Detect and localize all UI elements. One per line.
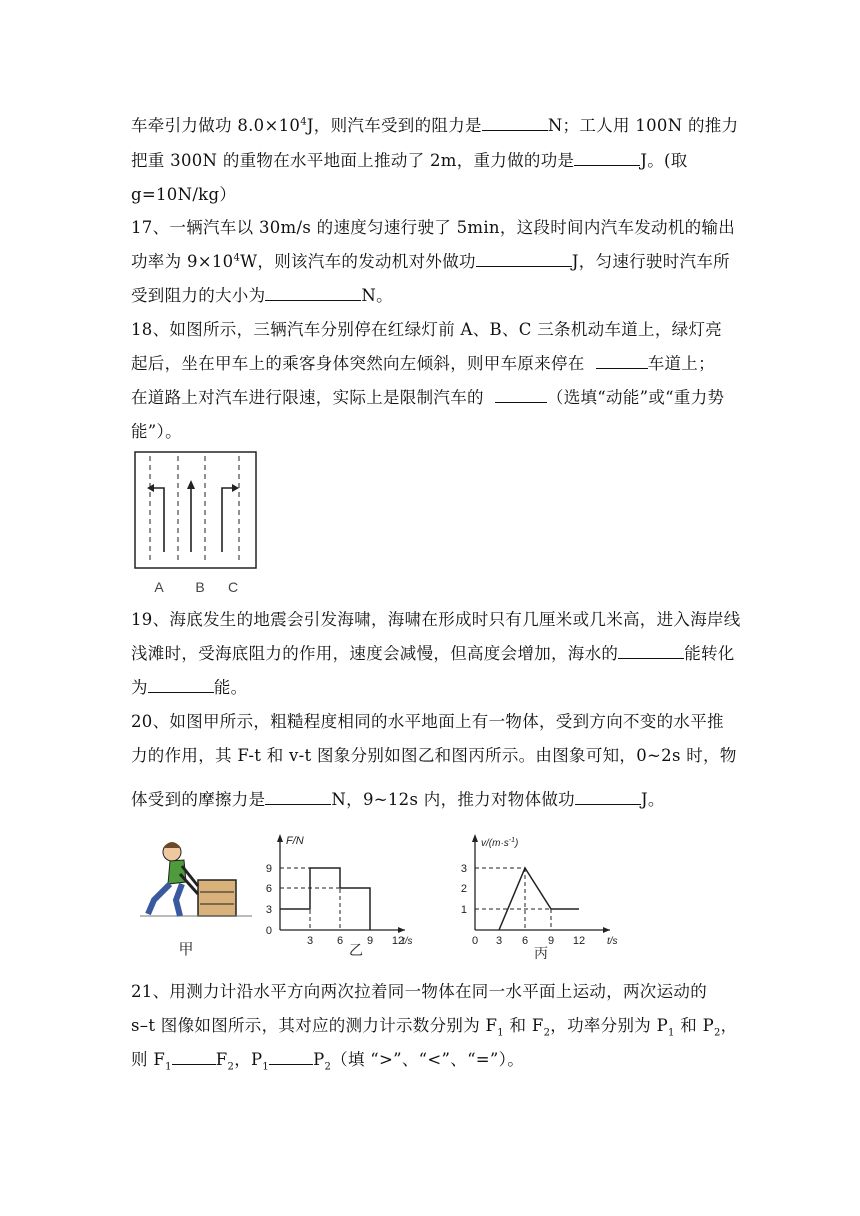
q18-text: 起后，坐在甲车上的乘客身体突然向左倾斜，则甲车原来停在 <box>131 354 585 373</box>
x-tick: 6 <box>521 935 529 947</box>
lane-label-a: A <box>154 579 164 595</box>
q16-text: 把重 300N 的重物在水平地面上推动了 2m，重力做的功是 <box>131 151 575 170</box>
x-axis-label: t/s <box>607 936 618 947</box>
q21-subscript: 1 <box>497 1027 504 1039</box>
q21-text: F <box>215 1050 228 1069</box>
q17-text: N。 <box>361 286 393 305</box>
q21-text: 则 F <box>131 1050 166 1069</box>
q21-text: （填 “>”、“<”、“=”）。 <box>331 1050 525 1069</box>
q17-text: 受到阻力的大小为 <box>131 286 266 305</box>
q19-answer-blank-2[interactable] <box>148 675 214 693</box>
q21-text: ， <box>720 1016 738 1035</box>
q21-text: ，功率分别为 P <box>550 1016 669 1035</box>
q20-text: 力的作用，其 F-t 和 v-t 图象分别如图乙和图丙所示。由图象可知，0~2s 时，物 <box>131 746 737 765</box>
x-tick: 6 <box>336 935 344 947</box>
q21-subscript: 2 <box>324 1061 332 1073</box>
fig-label-jia: 甲 <box>178 941 194 958</box>
y-tick: 9 <box>265 863 272 875</box>
q16-line-3 <box>131 181 236 205</box>
q21-text: P <box>313 1050 325 1069</box>
q19-line-3 <box>131 674 247 698</box>
y-axis-arrow <box>277 834 283 842</box>
q20-line-1 <box>131 708 724 732</box>
q17-text: 功率为 9×10 <box>131 252 234 271</box>
q20-line-2 <box>131 742 737 766</box>
q21-text: s–t 图像如图所示，其对应的测力计示数分别为 F <box>131 1016 498 1035</box>
q21-answer-blank-1[interactable] <box>172 1047 216 1065</box>
arrowhead <box>187 480 195 489</box>
q18-text: 能”）。 <box>131 422 182 441</box>
q17-text: 17、一辆汽车以 30m/s 的速度匀速行驶了 5min，这段时间内汽车发动机的输出 <box>131 218 736 237</box>
q18-text: 18、如图所示，三辆汽车分别停在红绿灯前 A、B、C 三条机动车道上，绿灯亮 <box>131 320 723 339</box>
q20-answer-blank-2[interactable] <box>575 787 641 805</box>
x-tick: 9 <box>547 935 555 947</box>
q21-subscript: 1 <box>668 1027 675 1039</box>
q17-text: W，则该汽车的发动机对外做功 <box>240 252 476 271</box>
y-axis-arrow <box>472 834 478 842</box>
person-shirt <box>168 860 186 884</box>
lane-label-b: B <box>195 579 205 595</box>
y-tick: 1 <box>460 904 467 916</box>
person-legs <box>148 884 182 916</box>
y-tick: 6 <box>265 883 272 895</box>
q21-subscript: 2 <box>543 1027 551 1039</box>
y-tick: 2 <box>460 883 467 895</box>
q19-text: 能。 <box>213 678 248 697</box>
q21-text: 和 F <box>503 1016 544 1035</box>
q17-answer-blank-2[interactable] <box>265 283 361 301</box>
q20-line-3 <box>131 786 665 810</box>
q17-exponent: 4 <box>233 252 241 264</box>
x-tick: 12 <box>572 935 586 947</box>
q19-text: 19、海底发生的地震会引发海啸，海啸在形成时只有几厘米或几米高，进入海岸线 <box>131 610 741 629</box>
q18-answer-blank-1[interactable] <box>596 351 648 369</box>
q16-line-2 <box>131 147 688 171</box>
q17-line-1 <box>131 214 735 238</box>
q17-text: J，匀速行驶时汽车所 <box>571 252 730 271</box>
fig-label-bing: 丙 <box>534 945 548 961</box>
q16-text: N；工人用 100N 的推力 <box>547 116 739 135</box>
q20-text: 体受到的摩擦力是 <box>131 790 266 809</box>
x-axis-arrow <box>603 927 610 933</box>
y-tick: 3 <box>460 863 467 875</box>
v-t-graph <box>461 834 618 961</box>
q21-line-3 <box>131 1046 525 1073</box>
q20-text: 20、如图甲所示，粗糙程度相同的水平地面上有一物体，受到方向不变的水平推 <box>131 712 724 731</box>
lane-diagram <box>132 450 262 598</box>
q16-answer-blank-2[interactable] <box>574 148 640 166</box>
q18-text: 在道路上对汽车进行限速，实际上是限制汽车的 <box>131 388 484 407</box>
q19-line-1 <box>131 606 741 630</box>
q19-text: 浅滩时，受海底阻力的作用，速度会减慢，但高度会增加，海水的 <box>131 644 619 663</box>
y-axis-label: F/N <box>286 835 304 847</box>
q16-answer-blank-1[interactable] <box>482 113 548 131</box>
q21-text: 和 P <box>674 1016 714 1035</box>
q16-exponent: 4 <box>300 116 307 128</box>
q17-answer-blank-1[interactable] <box>476 249 572 267</box>
arrowhead <box>232 484 239 492</box>
lane-box <box>135 452 256 568</box>
q20-figures <box>140 830 630 970</box>
q18-line-3 <box>131 384 724 408</box>
lane-label-c: C <box>227 579 239 595</box>
q21-text: 21、用测力计沿水平方向两次拉着同一物体在同一水平面上运动，两次运动的 <box>131 982 707 1001</box>
q16-text: J。(取 <box>640 151 688 170</box>
q18-text: 车道上； <box>647 354 715 373</box>
person-pushing-box-figure <box>140 842 252 958</box>
q21-subscript: 2 <box>227 1061 235 1073</box>
fig-label-yi: 乙 <box>349 942 363 958</box>
q20-text: N，9~12s 内，推力对物体做功 <box>331 790 575 809</box>
q21-subscript: 1 <box>262 1061 270 1073</box>
right-turn-arrow-icon <box>222 488 233 552</box>
q19-line-2 <box>131 640 735 664</box>
box <box>198 880 236 916</box>
q17-line-3 <box>131 282 393 306</box>
x-tick: 9 <box>366 935 374 947</box>
q16-text: J，则汽车受到的阻力是 <box>306 116 482 135</box>
velocity-line <box>499 868 579 930</box>
f-t-graph <box>266 834 413 958</box>
x-axis-arrow <box>398 927 405 933</box>
y-axis-label: $v/(m\cdot s^{-1})$ <box>481 837 519 849</box>
q18-answer-blank-2[interactable] <box>495 385 547 403</box>
y-tick: 0 <box>265 925 272 937</box>
q21-answer-blank-2[interactable] <box>269 1047 313 1065</box>
q16-line-1 <box>131 112 738 136</box>
q21-subscript: 2 <box>714 1027 721 1039</box>
x-tick: 3 <box>306 935 314 947</box>
x-tick: 0 <box>471 935 479 947</box>
q18-line-1 <box>131 316 722 340</box>
q18-line-2 <box>131 350 715 374</box>
q18-line-4 <box>131 418 182 442</box>
left-turn-arrow-icon <box>153 488 164 552</box>
q16-text: g=10N/kg） <box>131 185 237 204</box>
q21-line-2 <box>131 1012 738 1039</box>
q16-text: 车牵引力做功 8.0×10 <box>131 116 301 135</box>
x-tick: 3 <box>495 935 503 947</box>
q21-line-1 <box>131 978 707 1002</box>
x-tick: 12 <box>391 935 405 947</box>
person-hair <box>163 842 181 848</box>
q20-answer-blank-1[interactable] <box>265 787 331 805</box>
q21-text: ，P <box>234 1050 263 1069</box>
q19-text: 能转化 <box>684 644 735 663</box>
y-tick: 3 <box>265 904 272 916</box>
q20-text: J。 <box>640 790 665 809</box>
force-line <box>280 868 370 930</box>
q17-line-2 <box>131 248 730 272</box>
q19-text: 为 <box>131 678 148 697</box>
q19-answer-blank-1[interactable] <box>618 641 684 659</box>
q18-text: （选填“动能”或“重力势 <box>546 388 725 407</box>
x-axis-label: t/s <box>402 936 413 947</box>
q21-subscript: 1 <box>165 1061 172 1073</box>
